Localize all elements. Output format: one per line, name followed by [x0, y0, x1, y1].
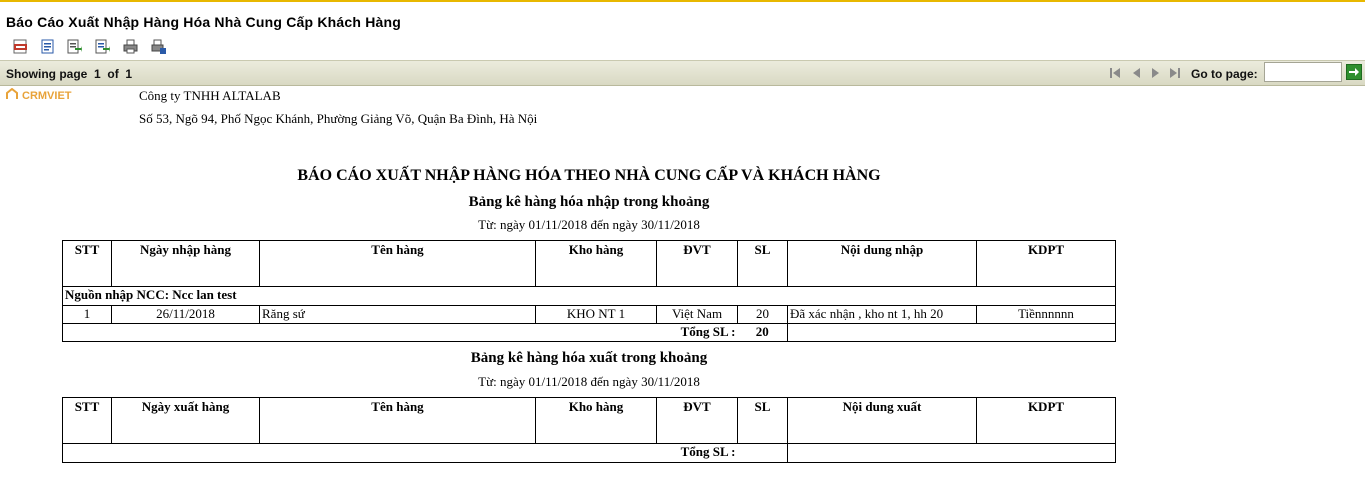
import-section-title: Bảng kê hàng hóa nhập trong khoảng: [468, 194, 710, 210]
pager-bar: [0, 60, 1365, 86]
export-pdf-icon[interactable]: [40, 39, 55, 54]
logo-text: CRMVIET: [22, 90, 72, 101]
logo-mark-icon: [5, 88, 80, 101]
print-icon[interactable]: [123, 39, 138, 54]
column-header: STT: [63, 398, 112, 444]
total-label: Tổng SL :: [63, 444, 738, 463]
crmviet-logo: [5, 88, 80, 101]
top-accent-line: [0, 0, 1365, 2]
cell-quantity: 20: [738, 306, 788, 324]
column-header: STT: [63, 241, 112, 287]
cell-stt: 1: [63, 306, 112, 324]
cell-content: Đã xác nhận , kho nt 1, hh 20: [788, 306, 977, 324]
goto-page-label: Go to page:: [1191, 67, 1258, 81]
company-address: Số 53, Ngõ 94, Phố Ngọc Khánh, Phường Giảng Võ, Quận Ba Đình, Hà Nội: [139, 111, 538, 126]
column-header: Ngày nhập hàng: [112, 241, 260, 287]
print-setup-icon[interactable]: [151, 39, 166, 54]
group-label: Nguồn nhập NCC: Ncc lan test: [63, 287, 1116, 306]
column-header: ĐVT: [657, 398, 738, 444]
last-page-icon[interactable]: [1168, 66, 1182, 80]
group-row: [63, 287, 1116, 306]
cell-kdpt: Tiềnnnnnn: [977, 306, 1116, 324]
total-filler: [788, 324, 1116, 342]
column-header: Tên hàng: [260, 398, 536, 444]
goto-page-input[interactable]: [1264, 62, 1342, 82]
total-value: [738, 444, 788, 463]
column-header: SL: [738, 398, 788, 444]
export-txt-icon[interactable]: [13, 39, 28, 54]
column-header: Ngày xuất hàng: [112, 398, 260, 444]
goto-page-button[interactable]: [1346, 64, 1362, 80]
total-row: [63, 324, 1116, 342]
import-date-range: Từ: ngày 01/11/2018 đến ngày 30/11/2018: [478, 217, 700, 232]
showing-page-label: Showing page: [6, 67, 88, 81]
window-title: Báo Cáo Xuất Nhập Hàng Hóa Nhà Cung Cấp Khách Hàng: [6, 14, 402, 30]
report-toolbar: [0, 35, 1365, 60]
total-label: Tổng SL :: [63, 324, 738, 342]
export-header-row: [63, 398, 1116, 444]
page-indicator: [6, 67, 132, 81]
column-header: KDPT: [977, 398, 1116, 444]
total-pages: 1: [125, 67, 133, 81]
column-header: KDPT: [977, 241, 1116, 287]
column-header: ĐVT: [657, 241, 738, 287]
current-page: 1: [94, 67, 101, 81]
total-value: 20: [738, 324, 788, 342]
cell-unit: Việt Nam: [657, 306, 738, 324]
column-header: Kho hàng: [536, 398, 657, 444]
company-name: Công ty TNHH ALTALAB: [139, 88, 281, 103]
cell-item-name: Răng sứ: [260, 306, 536, 324]
cell-date: 26/11/2018: [112, 306, 260, 324]
report-title: BÁO CÁO XUẤT NHẬP HÀNG HÓA THEO NHÀ CUNG CẤP VÀ KHÁCH HÀNG: [297, 167, 881, 184]
column-header: SL: [738, 241, 788, 287]
of-label: of: [107, 67, 119, 81]
export-excel-icon[interactable]: [67, 39, 82, 54]
export-table: [62, 397, 1116, 463]
import-header-row: [63, 241, 1116, 287]
column-header: Kho hàng: [536, 241, 657, 287]
total-row: [63, 444, 1116, 463]
total-filler: [788, 444, 1116, 463]
import-table: [62, 240, 1116, 342]
column-header: Nội dung xuất: [788, 398, 977, 444]
export-date-range: Từ: ngày 01/11/2018 đến ngày 30/11/2018: [478, 374, 700, 389]
cell-warehouse: KHO NT 1: [536, 306, 657, 324]
column-header: Tên hàng: [260, 241, 536, 287]
first-page-icon[interactable]: [1108, 66, 1122, 80]
arrow-right-icon: [1347, 65, 1361, 79]
next-page-icon[interactable]: [1149, 66, 1163, 80]
table-row: [63, 306, 1116, 324]
column-header: Nội dung nhập: [788, 241, 977, 287]
export-data-icon[interactable]: [95, 39, 110, 54]
export-section-title: Bảng kê hàng hóa xuất trong khoảng: [470, 350, 708, 366]
previous-page-icon[interactable]: [1129, 66, 1143, 80]
